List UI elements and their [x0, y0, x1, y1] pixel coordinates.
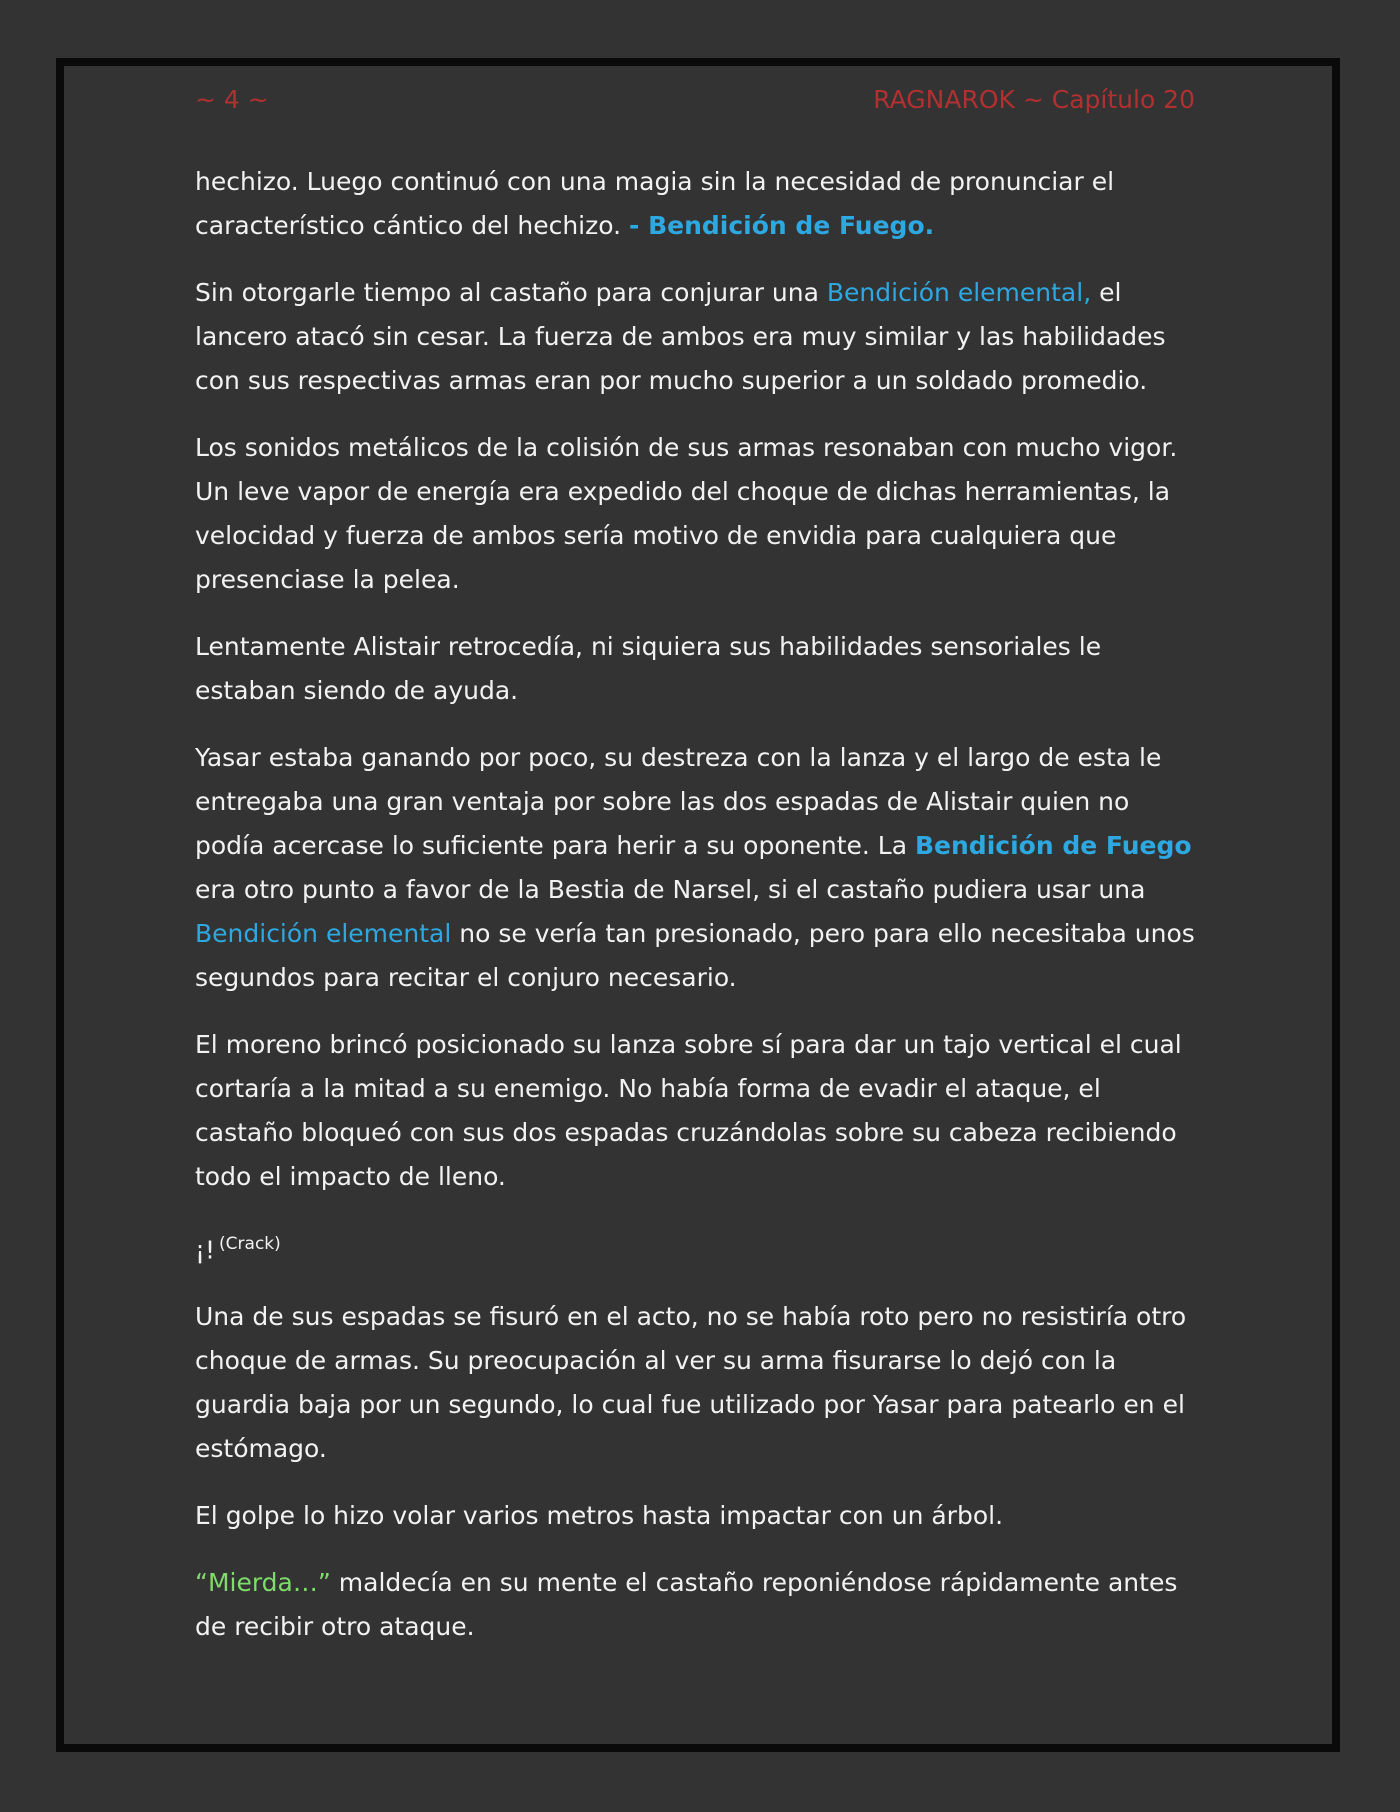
paragraph-text: maldecía en su mente el castaño reponiéndose rápidamente antes de recibir otro ataque. [195, 1568, 1178, 1642]
spell-name: - Bendición de Fuego. [629, 211, 935, 240]
inner-thought: “Mierda…” [195, 1568, 331, 1598]
paragraph-text: era otro punto a favor de la Bestia de Narsel, si el castaño pudiera usar una [195, 875, 1146, 904]
paragraph-3: Los sonidos metálicos de la colisión de sus armas resonaban con mucho vigor. Un leve vapor de energía era expedido del choque de dichas herramientas, la velocidad y fuerza de ambos sería motivo de envidia para cualquiera que presenciase la pelea. [195, 433, 1178, 594]
paragraph-5 [195, 736, 1205, 1000]
paragraph-9 [195, 1561, 1205, 1649]
paragraph-text: Yasar estaba ganando por poco, su destreza con la lanza y el largo de esta le entregaba una gran ventaja por sobre las dos espadas de Alistair quien no podía acercase lo suficiente para herir a su oponente. La [195, 743, 1162, 860]
spell-name: Bendición elemental, [826, 278, 1092, 307]
running-title: RAGNAROK ~ Capítulo 20 [873, 85, 1195, 114]
paragraph-2 [195, 271, 1205, 403]
page-number: ~ 4 ~ [195, 85, 269, 114]
paragraph-text: Sin otorgarle tiempo al castaño para conjurar una [195, 278, 827, 307]
spell-name: Bendición de Fuego [914, 831, 1192, 860]
sound-effect-mark: ¡! [195, 1235, 216, 1265]
paragraph-text: no se vería tan presionado, pero para ello necesitaba unos segundos para recitar el conjuro necesario. [195, 919, 1195, 992]
page-header [195, 85, 1195, 121]
paragraph-8: El golpe lo hizo volar varios metros hasta impactar con un árbol. [195, 1501, 1004, 1531]
paragraph-6: El moreno brincó posicionado su lanza sobre sí para dar un tajo vertical el cual cortaría a la mitad a su enemigo. No había forma de evadir el ataque, el castaño bloqueó con sus dos espadas cruzándolas sobre su cabeza recibiendo todo el impacto de lleno. [195, 1030, 1182, 1191]
paragraph-7: Una de sus espadas se fisuró en el acto, no se había roto pero no resistiría otro choque de armas. Su preocupación al ver su arma fisurarse lo dejó con la guardia baja por un segundo, lo cual fue utilizado por Yasar para patearlo en el estómago. [195, 1302, 1187, 1464]
sound-effect-label: (Crack) [219, 1234, 281, 1254]
chapter-body [195, 160, 1205, 1672]
spell-name: Bendición elemental [195, 919, 452, 948]
sound-effect [195, 1222, 1205, 1272]
paragraph-4: Lentamente Alistair retrocedía, ni siquiera sus habilidades sensoriales le estaban siendo de ayuda. [195, 632, 1102, 705]
paragraph-1 [195, 160, 1205, 248]
paragraph-text: el lancero atacó sin cesar. La fuerza de ambos era muy similar y las habilidades con sus respectivas armas eran por mucho superior a un soldado promedio. [195, 278, 1166, 395]
paragraph-text: hechizo. Luego continuó con una magia sin la necesidad de pronunciar el característico cántico del hechizo. [195, 167, 1115, 240]
